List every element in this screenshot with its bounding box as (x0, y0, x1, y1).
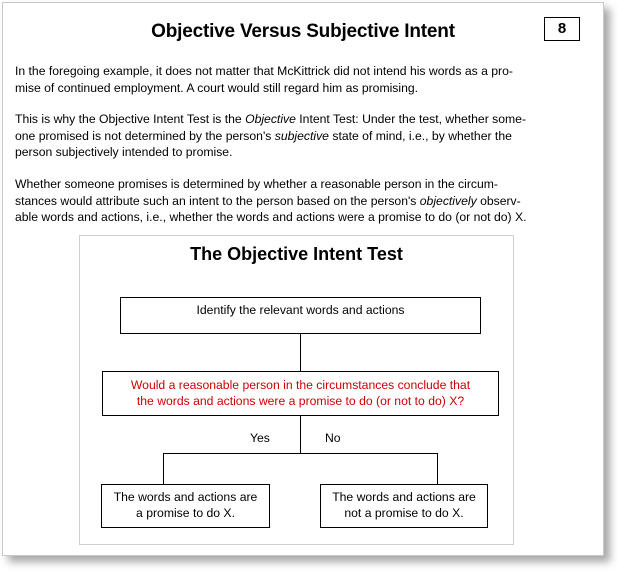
paragraph-2-emphasis-objective: Objective (245, 112, 296, 126)
paragraph-1-line-2: mise of continued employment. A court would still regard him as promising. (15, 80, 419, 95)
no-outcome-line-1: The words and actions are (332, 490, 476, 504)
paragraph-1-line-1: In the foregoing example, it does not matter that McKittrick did not intend his words as a pro- (15, 64, 513, 78)
paragraph-3-line-2b: observ- (476, 193, 521, 208)
question-line-1: Would a reasonable person in the circumstances conclude that (130, 378, 471, 392)
paragraph-2-text-a: This is why the Objective Intent Test is the (15, 112, 246, 126)
no-outcome-box (320, 484, 488, 528)
yes-branch-label: Yes (250, 431, 270, 445)
connector-question-to-branch (300, 416, 301, 454)
paragraph-2-text-b: Intent Test: Under the test, whether some- (295, 112, 527, 126)
paragraph-2-emphasis-subjective: subjective (274, 128, 329, 143)
page-number-badge: 8 (544, 17, 580, 41)
branch-horizontal-connector (163, 453, 438, 454)
question-box (102, 371, 499, 416)
yes-outcome-line-1: The words and actions are (113, 490, 258, 504)
paragraph-3-line-1: Whether someone promises is determined by whether a reasonable person in the circum- (15, 177, 498, 191)
paragraph-2 (15, 111, 583, 161)
flowchart-title: The Objective Intent Test (190, 244, 403, 264)
question-line-2: the words and actions were a promise to do (or not to do) X? (136, 394, 465, 408)
slide-page (2, 2, 604, 556)
page-title: Objective Versus Subjective Intent (151, 21, 455, 42)
step-identify-label: Identify the relevant words and actions (196, 303, 405, 317)
paragraph-2-text-e: person subjectively intended to promise. (15, 145, 233, 159)
connector-to-no-outcome (437, 453, 438, 484)
step-identify-box (120, 297, 481, 334)
yes-outcome-box (101, 484, 270, 528)
paragraph-1 (15, 63, 583, 96)
no-branch-label: No (325, 431, 341, 445)
paragraph-3-line-3: able words and actions, i.e., whether the words and actions were a promise to do (or not do) X. (15, 210, 527, 224)
paragraph-2-text-d: state of mind, i.e., by whether the (328, 128, 512, 143)
paragraph-3-line-2a: stances would attribute such an intent to the person based on the person's (15, 193, 420, 208)
objective-intent-flowchart (79, 235, 514, 545)
paragraph-2-text-c: one promised is not determined by the person's (15, 128, 275, 143)
connector-step-to-question (300, 334, 301, 371)
no-outcome-line-2: not a promise to do X. (344, 506, 464, 520)
paragraph-3-emphasis-objectively: objectively (419, 193, 477, 208)
paragraph-3 (15, 176, 583, 226)
yes-outcome-line-2: a promise to do X. (136, 506, 235, 520)
connector-to-yes-outcome (163, 453, 164, 484)
